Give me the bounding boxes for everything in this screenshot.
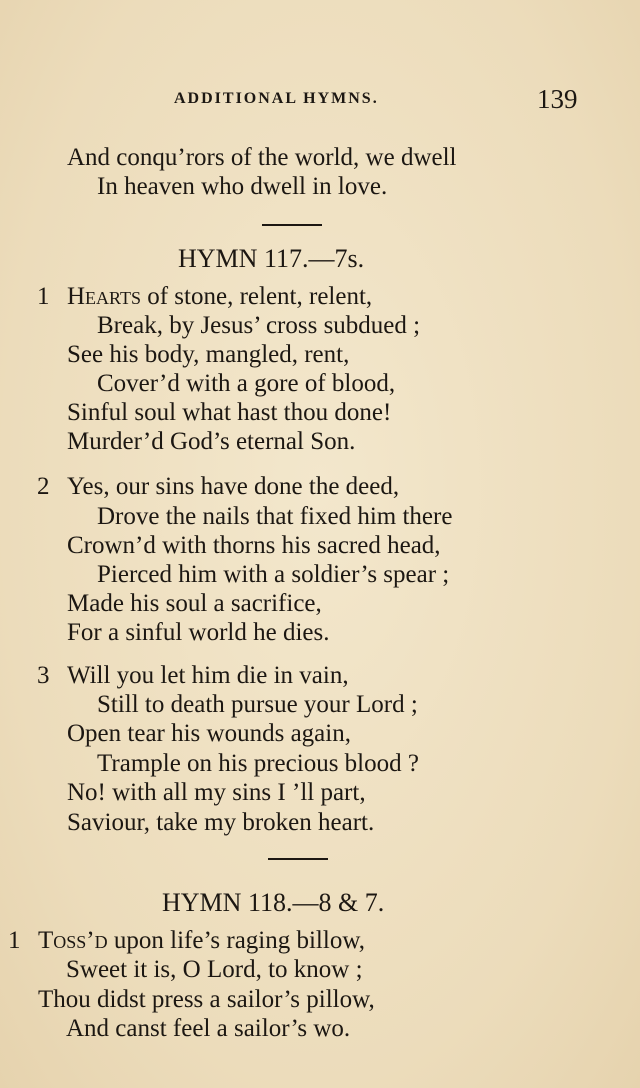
section-divider <box>262 224 322 226</box>
verse-line: Thou didst press a sailor’s pillow, <box>38 986 375 1013</box>
verse-line: Break, by Jesus’ cross subdued ; <box>97 312 421 339</box>
stanza-number: 1 <box>8 927 21 954</box>
verse-line: For a sinful world he dies. <box>67 619 330 646</box>
section-divider <box>268 858 328 860</box>
verse-line: Trample on his precious blood ? <box>97 750 419 777</box>
verse-line: Drove the nails that fixed him there <box>97 503 453 530</box>
verse-line: No! with all my sins I ’ll part, <box>67 779 366 806</box>
verse-line: Saviour, take my broken heart. <box>67 809 375 836</box>
stanza-number: 1 <box>37 283 50 310</box>
verse-line: Toss’d upon life’s raging billow, <box>38 927 365 954</box>
hymn-title: HYMN 117.—7s. <box>178 244 365 273</box>
verse-line: Murder’d God’s eternal Son. <box>67 428 356 455</box>
verse-line: And conqu’rors of the world, we dwell <box>67 144 457 171</box>
verse-line: Sweet it is, O Lord, to know ; <box>66 956 363 983</box>
stanza-number: 3 <box>37 662 50 689</box>
page-number: 139 <box>537 84 578 114</box>
verse-line: Sinful soul what hast thou done! <box>67 399 392 426</box>
running-head: ADDITIONAL HYMNS. <box>174 90 379 107</box>
first-word: Hearts <box>67 283 141 310</box>
verse-line: Open tear his wounds again, <box>67 720 351 747</box>
verse-line: Will you let him die in vain, <box>67 662 349 689</box>
first-word: Toss’d <box>38 927 108 954</box>
stanza-number: 2 <box>37 473 50 500</box>
verse-line: And canst feel a sailor’s wo. <box>66 1015 351 1042</box>
hymn-title: HYMN 118.—8 & 7. <box>162 888 385 917</box>
verse-line: Crown’d with thorns his sacred head, <box>67 532 441 559</box>
verse-line: Yes, our sins have done the deed, <box>67 473 400 500</box>
verse-line: Hearts of stone, relent, relent, <box>67 283 373 310</box>
verse-line: See his body, mangled, rent, <box>67 341 350 368</box>
verse-line: Made his soul a sacrifice, <box>67 590 322 617</box>
verse-line: Pierced him with a soldier’s spear ; <box>97 561 450 588</box>
verse-line: Still to death pursue your Lord ; <box>97 691 418 718</box>
verse-line: Cover’d with a gore of blood, <box>97 370 396 397</box>
verse-line: In heaven who dwell in love. <box>97 173 388 200</box>
